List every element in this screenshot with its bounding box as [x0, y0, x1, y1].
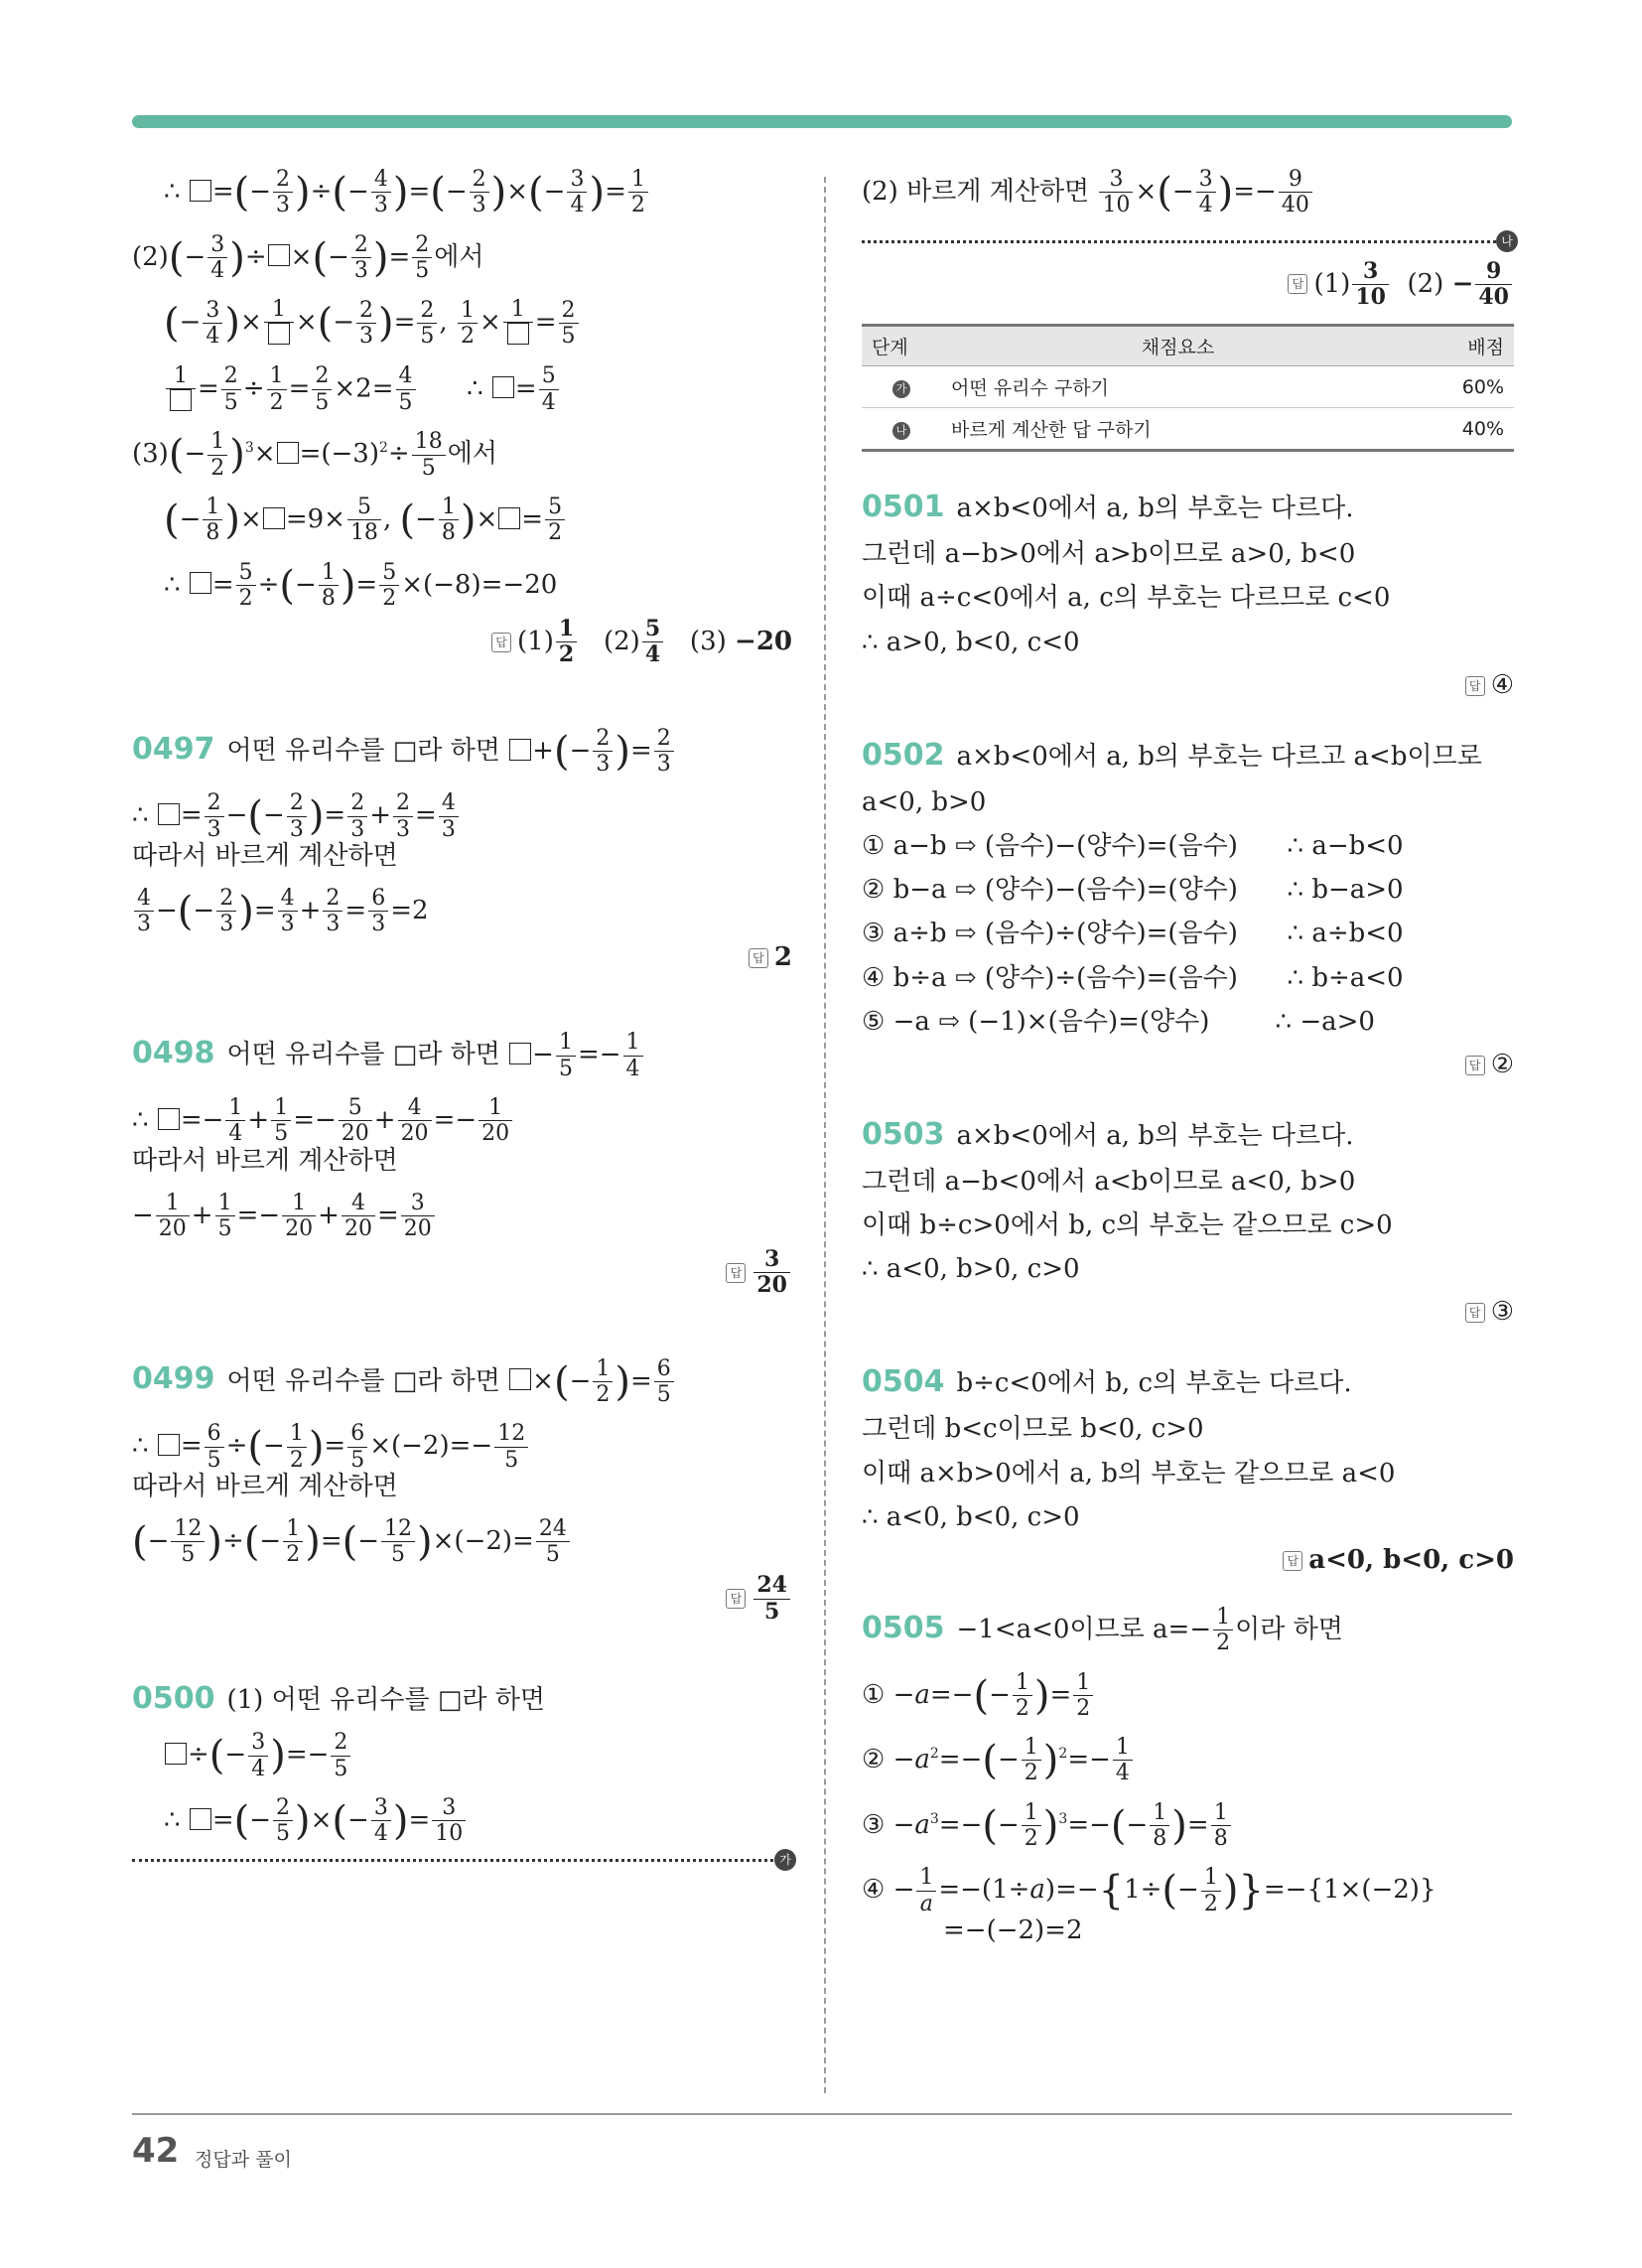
step-marker-na: 나: [1496, 230, 1518, 252]
answer-line: 답 ③: [862, 1297, 1514, 1327]
list-item: ④ − $\frac{1}{a}$ =−(1÷a)=−{1÷(− $\frac{1}{2}$ )}=−{1×(−2)}: [862, 1865, 1437, 1916]
solution-line: ∴ =(− $\frac{2}{3}$ )÷(− $\frac{4}{3}$ )=(− $\frac{2}{3}$ )×(− $\frac{3}{4}$ )= $\frac{1}{2}$: [132, 167, 792, 218]
answer-line: 답 a<0, b<0, c>0: [862, 1545, 1514, 1575]
table-cell: 40%: [1415, 408, 1514, 451]
list-item: ⑤ −a ⇨ (−1)×(음수)=(양수) ∴ −a>0: [862, 1006, 1375, 1037]
solution-line: − $\frac{1}{20}$ + $\frac{1}{5}$ =− $\frac{1}{20}$ + $\frac{4}{20}$ = $\frac{3}{20}$: [132, 1191, 792, 1242]
table-header: 채점요소: [941, 326, 1415, 366]
right-column: [862, 167, 1514, 1946]
list-item: ④ b÷a ⇨ (양수)÷(음수)=(음수) ∴ b÷a<0: [862, 962, 1404, 993]
list-item: ③ $-a^3=-(-$ $\frac{1}{2}$ )$^3$=−(− $\frac{1}{8}$ )= $\frac{1}{8}$: [862, 1800, 1514, 1852]
solution-line: a<0, b>0: [862, 786, 987, 817]
page-number: 42: [132, 2131, 180, 2171]
solution-line: ÷(− $\frac{3}{4}$ )=− $\frac{2}{5}$: [132, 1730, 792, 1781]
answer-line: 답 (1) $\frac{3}{10}$ (2) − $\frac{9}{40}$: [862, 259, 1514, 311]
problem-0499: 0499 어떤 유리수를 □라 하면 ×(− $\frac{1}{2}$ )= $\frac{6}{5}$: [132, 1356, 792, 1408]
solution-line: ∴ = $\frac{6}{5}$ ÷(− $\frac{1}{2}$ )= $\frac{6}{5}$ ×(−2)=− $\frac{12}{5}$: [132, 1421, 792, 1473]
column-divider: [824, 177, 826, 2093]
problem-0498: 0498 어떤 유리수를 □라 하면 − $\frac{1}{5}$ =− $\frac{1}{4}$: [132, 1030, 792, 1081]
list-item: ② $-a^2=-(-$ $\frac{1}{2}$ )$^2$=− $\frac{1}{4}$: [862, 1735, 1514, 1786]
step-divider: [132, 1852, 792, 1867]
table-row: [862, 408, 1514, 451]
solution-line: 따라서 바르게 계산하면: [132, 1471, 398, 1501]
problem-0505: 0505 −1<a<0이므로 a=− $\frac{1}{2}$ 이라 하면: [862, 1605, 1343, 1656]
solution-line: ∴ =(− $\frac{2}{5}$ )×(− $\frac{3}{4}$ )= $\frac{3}{10}$: [132, 1795, 792, 1847]
solution-line: ∴ =− $\frac{1}{4}$ + $\frac{1}{5}$ =− $\frac{5}{20}$ + $\frac{4}{20}$ =− $\frac{1}{20}$: [132, 1095, 792, 1147]
top-accent-bar: [132, 115, 1512, 128]
solution-line: 그런데 b<c이므로 b<0, c>0: [862, 1414, 1204, 1445]
solution-line: 그런데 a−b>0에서 a>b이므로 a>0, b<0: [862, 539, 1356, 570]
list-item: ① a−b ⇨ (음수)−(양수)=(음수) ∴ a−b<0: [862, 830, 1404, 861]
solution-line: 1 = $\frac{2}{5}$ ÷ $\frac{1}{2}$ = $\frac{2}{5}$ ×2= $\frac{4}{5}$ ∴ = $\frac{5}{4}$: [132, 363, 792, 416]
table-cell: 60%: [1415, 366, 1514, 408]
solution-line: ∴ a>0, b<0, c<0: [862, 627, 1080, 657]
solution-line: (2) 바르게 계산하면 $\frac{3}{10}$ ×(− $\frac{3}{4}$ )=− $\frac{9}{40}$: [862, 167, 1514, 218]
answer-line: 답 ②: [862, 1050, 1514, 1079]
solution-line: (− $\frac{1}{8}$ )× =9× $\frac{5}{18}$ , (− $\frac{1}{8}$ )× = $\frac{5}{2}$: [132, 495, 792, 546]
solution-line: ∴ a<0, b>0, c>0: [862, 1254, 1080, 1285]
scoring-table: [862, 324, 1514, 452]
list-item: ① −a=−(− $\frac{1}{2}$ )= $\frac{1}{2}$: [862, 1670, 1514, 1722]
table-header: 배점: [1415, 326, 1514, 366]
problem-0500: 0500 (1) 어떤 유리수를 □라 하면: [132, 1680, 545, 1716]
solution-line: ∴ a<0, b<0, c>0: [862, 1501, 1080, 1532]
left-column: [132, 167, 792, 1874]
footer-label: 정답과 풀이: [195, 2149, 292, 2171]
step-divider: [862, 233, 1514, 248]
solution-line: 그런데 a−b<0에서 a<b이므로 a<0, b>0: [862, 1166, 1356, 1197]
solution-line: (2)(− $\frac{3}{4}$ )÷ ×(− $\frac{2}{3}$ )= $\frac{2}{5}$ 에서: [132, 231, 484, 283]
solution-line: 이때 a÷c<0에서 a, c의 부호는 다르므로 c<0: [862, 583, 1391, 614]
step-badge: 가: [892, 380, 910, 398]
solution-line: ∴ = $\frac{5}{2}$ ÷(− $\frac{1}{8}$ )= $\frac{5}{2}$ ×(−8)=−20: [164, 559, 558, 611]
solution-line: 이때 a×b>0에서 a, b의 부호는 같으므로 a<0: [862, 1458, 1396, 1488]
answer-line: 답 ④: [862, 670, 1514, 700]
problem-0503: 0503 a×b<0에서 a, b의 부호는 다르다.: [862, 1116, 1354, 1152]
problem-0504: 0504 b÷c<0에서 b, c의 부호는 다르다.: [862, 1364, 1352, 1400]
list-item: ② b−a ⇨ (양수)−(음수)=(양수) ∴ b−a>0: [862, 875, 1404, 906]
answer-line: 답 2: [132, 942, 792, 972]
answer-line: 답 $\frac{3}{20}$: [132, 1247, 792, 1299]
solution-line: (− $\frac{3}{4}$ )× 1 ×(− $\frac{2}{3}$ )= $\frac{2}{5}$ , $\frac{1}{2}$ × 1 = $\frac{2}{5}$: [132, 297, 792, 350]
solution-line: (3)(− $\frac{1}{2}$ )$^3\times =(-3)^2\div$ $\frac{18}{5}$ 에서: [132, 429, 497, 481]
problem-0501: 0501 a×b<0에서 a, b의 부호는 다르다.: [862, 490, 1354, 525]
step-marker-ga: 가: [774, 1849, 796, 1871]
table-row: [862, 366, 1514, 408]
solution-line: ∴ = $\frac{2}{3}$ −(− $\frac{2}{3}$ )= $\frac{2}{3}$ + $\frac{2}{3}$ = $\frac{4}{3}$: [132, 790, 792, 842]
problem-0502: 0502 a×b<0에서 a, b의 부호는 다르고 a<b이므로: [862, 737, 1482, 773]
solution-line: $\frac{4}{3}$ −(− $\frac{2}{3}$ )= $\frac{4}{3}$ + $\frac{2}{3}$ = $\frac{6}{3}$ =2: [132, 886, 792, 937]
problem-0497: 0497 어떤 유리수를 □라 하면 +(− $\frac{2}{3}$ )= $\frac{2}{3}$: [132, 726, 792, 778]
solution-line: 따라서 바르게 계산하면: [132, 840, 398, 871]
table-header: 단계: [862, 326, 941, 366]
solution-line: =−(−2)=2: [943, 1914, 1083, 1945]
footer-rule: [132, 2113, 1512, 2115]
answer-line: 답 $\frac{24}{5}$: [132, 1573, 792, 1625]
table-cell: 바르게 계산한 답 구하기: [941, 408, 1415, 451]
solution-line: 이때 b÷c>0에서 b, c의 부호는 같으므로 c>0: [862, 1210, 1393, 1241]
step-badge: 나: [892, 422, 910, 440]
answer-line: 답 (1) $\frac{1}{2}$ (2) $\frac{5}{4}$ (3) −20: [132, 617, 792, 668]
solution-line: (− $\frac{12}{5}$ )÷(− $\frac{1}{2}$ )=(− $\frac{12}{5}$ )×(−2)= $\frac{24}{5}$: [132, 1516, 792, 1568]
table-cell: 어떤 유리수 구하기: [941, 366, 1415, 408]
list-item: ③ a÷b ⇨ (음수)÷(양수)=(음수) ∴ a÷b<0: [862, 919, 1404, 949]
solution-line: 따라서 바르게 계산하면: [132, 1145, 398, 1176]
